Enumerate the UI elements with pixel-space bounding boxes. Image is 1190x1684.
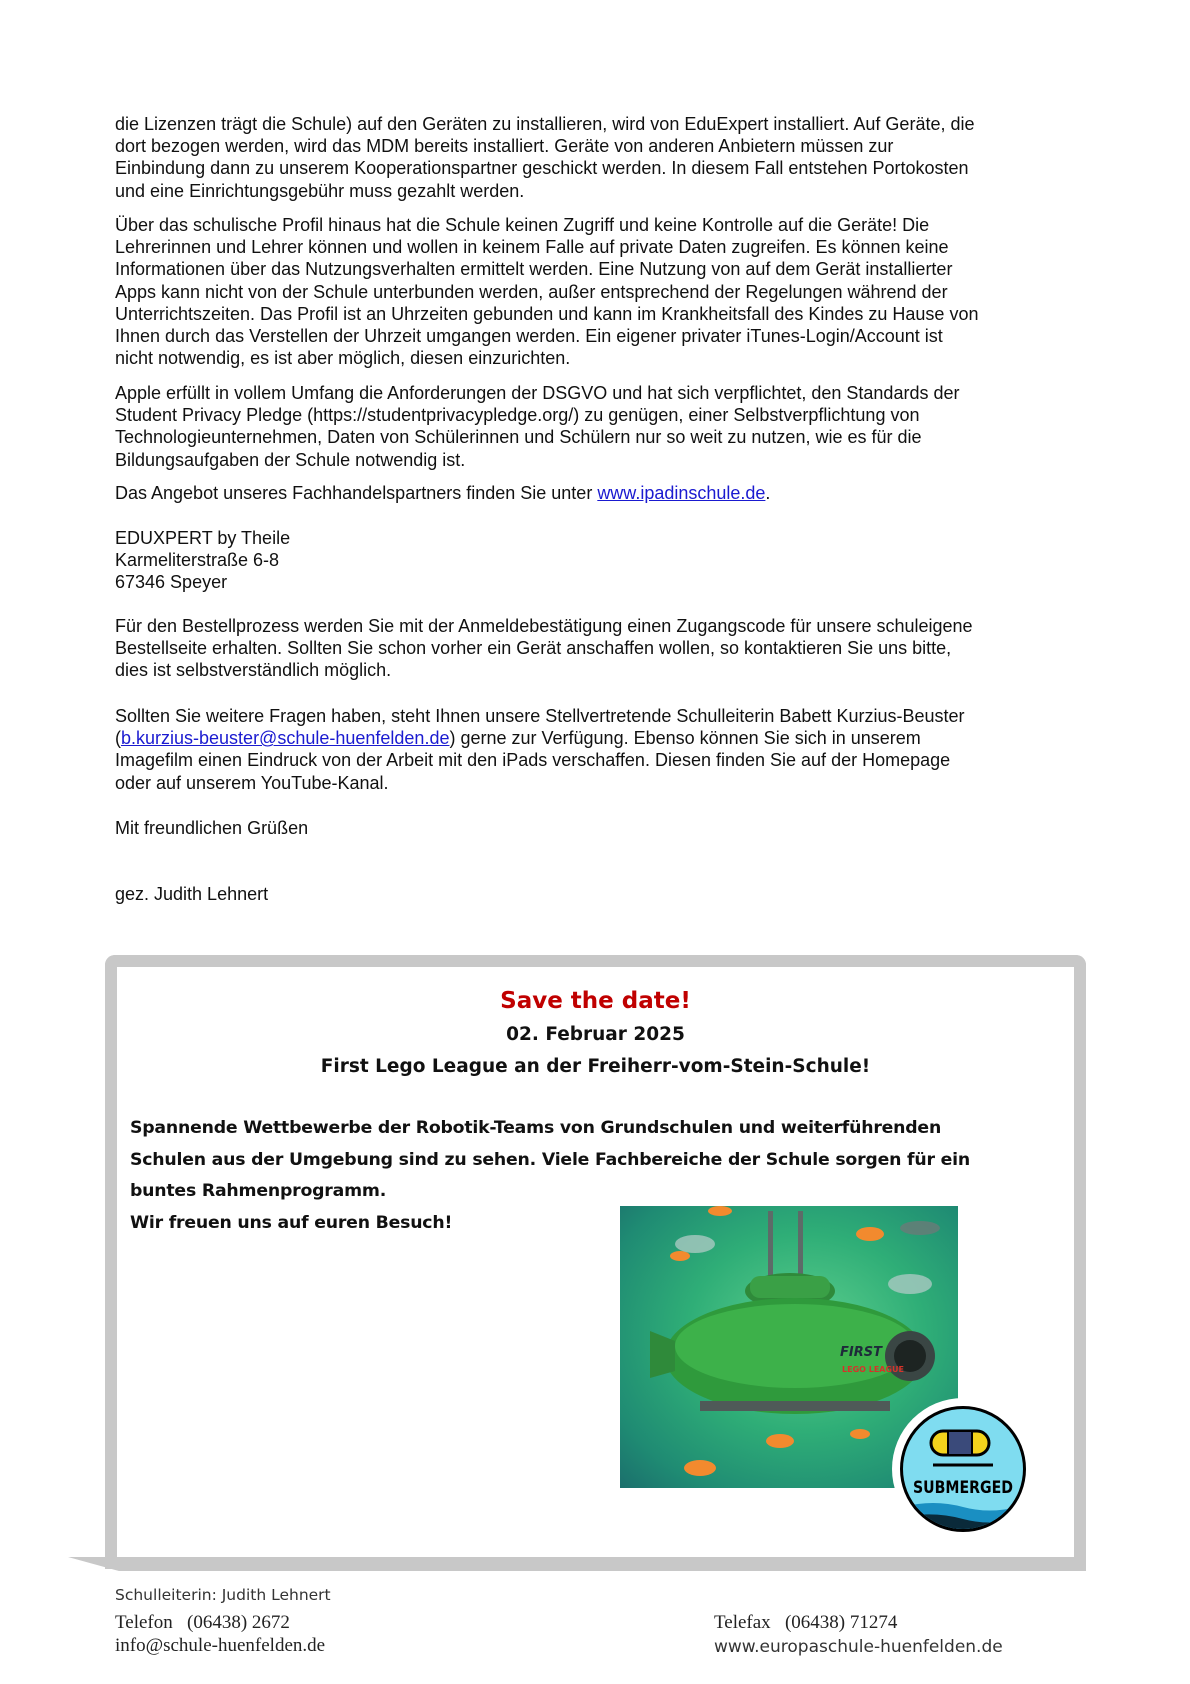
- footer-website[interactable]: www.europaschule-huenfelden.de: [714, 1637, 1003, 1657]
- text-line: Über das schulische Profil hinaus hat die Schule keinen Zugriff und keine Kontrolle auf die Geräte! Die: [115, 215, 930, 235]
- text-line: Bestellseite erhalten. Sollten Sie schon vorher ein Gerät anschaffen wollen, so kontaktieren Sie uns bitte,: [115, 638, 952, 659]
- event-body-line: Wir freuen uns auf euren Besuch!: [130, 1213, 453, 1233]
- text-line: Apps kann nicht von der Schule unterbunden werden, außer entsprechend der Regelungen während der: [115, 281, 948, 302]
- footer-fax: [714, 1612, 897, 1634]
- event-body-line: buntes Rahmenprogramm.: [130, 1181, 387, 1201]
- text-line: [115, 727, 1095, 749]
- fax-label: Telefax: [714, 1612, 771, 1633]
- phone-label: Telefon: [115, 1612, 173, 1633]
- text-line: dort bezogen werden, wird das MDM bereits installiert. Geräte von anderen Anbietern müssen zur: [115, 136, 894, 157]
- event-headline: Save the date!: [500, 988, 691, 1014]
- text-line: nicht notwendig, es ist aber möglich, diesen einzurichten.: [115, 348, 571, 369]
- text-line: Mit freundlichen Grüßen: [115, 818, 309, 838]
- text-line: Apple erfüllt in vollem Umfang die Anforderungen der DSGVO und hat sich verpflichtet, den Standards der: [115, 383, 960, 403]
- event-body-line: Schulen aus der Umgebung sind zu sehen. Viele Fachbereiche der Schule sorgen für ein: [130, 1150, 970, 1170]
- link[interactable]: www.ipadinschule.de: [597, 483, 766, 503]
- text-line: 67346 Speyer: [115, 572, 228, 593]
- greeting: [115, 817, 1095, 839]
- paragraph-ordering: [115, 615, 1095, 682]
- fax-number: (06438) 71274: [784, 1612, 898, 1633]
- paragraph-questions: [115, 705, 1095, 794]
- phone-number: (06438) 2672: [187, 1612, 290, 1633]
- text-line: Technologieunternehmen, Daten von Schülerinnen und Schülern nur so weit zu nutzen, wie es für die: [115, 427, 922, 448]
- text-line: Lehrerinnen und Lehrer können und wollen in keinem Falle auf private Daten zugreifen. Es können keine: [115, 237, 949, 258]
- paragraph-dsgvo: [115, 382, 1095, 471]
- footer-principal: Schulleiterin: Judith Lehnert: [115, 1586, 331, 1604]
- paragraph-offer: [115, 482, 1095, 504]
- text-segment: ) gerne zur Verfügung. Ebenso können Sie sich in unserem: [449, 728, 921, 749]
- text-line: oder auf unserem YouTube-Kanal.: [115, 772, 389, 793]
- text-line: EDUXPERT by Theile: [115, 528, 291, 548]
- text-line: Unterrichtszeiten. Das Profil ist an Uhrzeiten gebunden und kann im Krankheitsfall des Kindes zu Hause von: [115, 303, 979, 324]
- text-line: Imagefilm einen Eindruck von der Arbeit mit den iPads verschaffen. Diesen finden Sie auf der Homepage: [115, 750, 951, 771]
- text-line: gez. Judith Lehnert: [115, 884, 269, 904]
- event-date: 02. Februar 2025: [506, 1024, 685, 1045]
- text-line: Bildungsaufgaben der Schule notwendig ist.: [115, 449, 466, 470]
- text-segment: (: [115, 728, 121, 749]
- text-segment: .: [765, 483, 771, 503]
- footer-email[interactable]: info@schule-huenfelden.de: [115, 1635, 326, 1656]
- text-line: Ihnen durch das Verstellen der Uhrzeit umgangen werden. Ein eigener privater iTunes-Login/Account ist: [115, 326, 943, 347]
- dealer-address: [115, 527, 1095, 594]
- text-line: Sollten Sie weitere Fragen haben, steht Ihnen unsere Stellvertretende Schulleiterin Babett Kurzius-Beuster: [115, 706, 965, 726]
- text-line: Einbindung dann zu unserem Kooperationspartner geschickt werden. In diesem Fall entstehen Portokosten: [115, 158, 969, 179]
- text-line: und eine Einrichtungsgebühr muss gezahlt werden.: [115, 180, 525, 201]
- text-line: Informationen über das Nutzungsverhalten ermittelt werden. Eine Nutzung von auf dem Gerät installierter: [115, 259, 953, 280]
- first-logo-text: FIRST: [840, 1345, 882, 1360]
- event-body-line: Spannende Wettbewerbe der Robotik-Teams von Grundschulen und weiterführenden: [130, 1118, 942, 1138]
- text-line: [115, 482, 1095, 504]
- signature: [115, 883, 1095, 905]
- submerged-badge: [892, 1398, 1034, 1540]
- submerged-logo: [903, 1409, 1023, 1529]
- text-line: Für den Bestellprozess werden Sie mit der Anmeldebestätigung einen Zugangscode für unsere schuleigene: [115, 616, 973, 636]
- text-line: die Lizenzen trägt die Schule) auf den Geräten zu installieren, wird von EduExpert installiert. Auf Geräte, die: [115, 114, 975, 134]
- text-line: Student Privacy Pledge (https://studentprivacypledge.org/) zu genügen, einer Selbstverpflichtung von: [115, 405, 920, 426]
- paragraph-privacy-profile: [115, 214, 1095, 369]
- paragraph-mdm-installation: [115, 113, 1095, 202]
- footer-phone: [115, 1612, 290, 1634]
- svg-text:LEGO LEAGUE: LEGO LEAGUE: [842, 1365, 904, 1374]
- event-box-shadow: [68, 1557, 1086, 1571]
- text-segment: Das Angebot unseres Fachhandelspartners finden Sie unter: [115, 483, 598, 503]
- link[interactable]: b.kurzius-beuster@schule-huenfelden.de: [121, 728, 450, 749]
- text-line: dies ist selbstverständlich möglich.: [115, 660, 392, 681]
- text-line: Karmeliterstraße 6-8: [115, 550, 280, 571]
- badge-text: SUBMERGED: [913, 1478, 1013, 1498]
- event-title: First Lego League an der Freiherr-vom-Stein-Schule!: [320, 1056, 871, 1077]
